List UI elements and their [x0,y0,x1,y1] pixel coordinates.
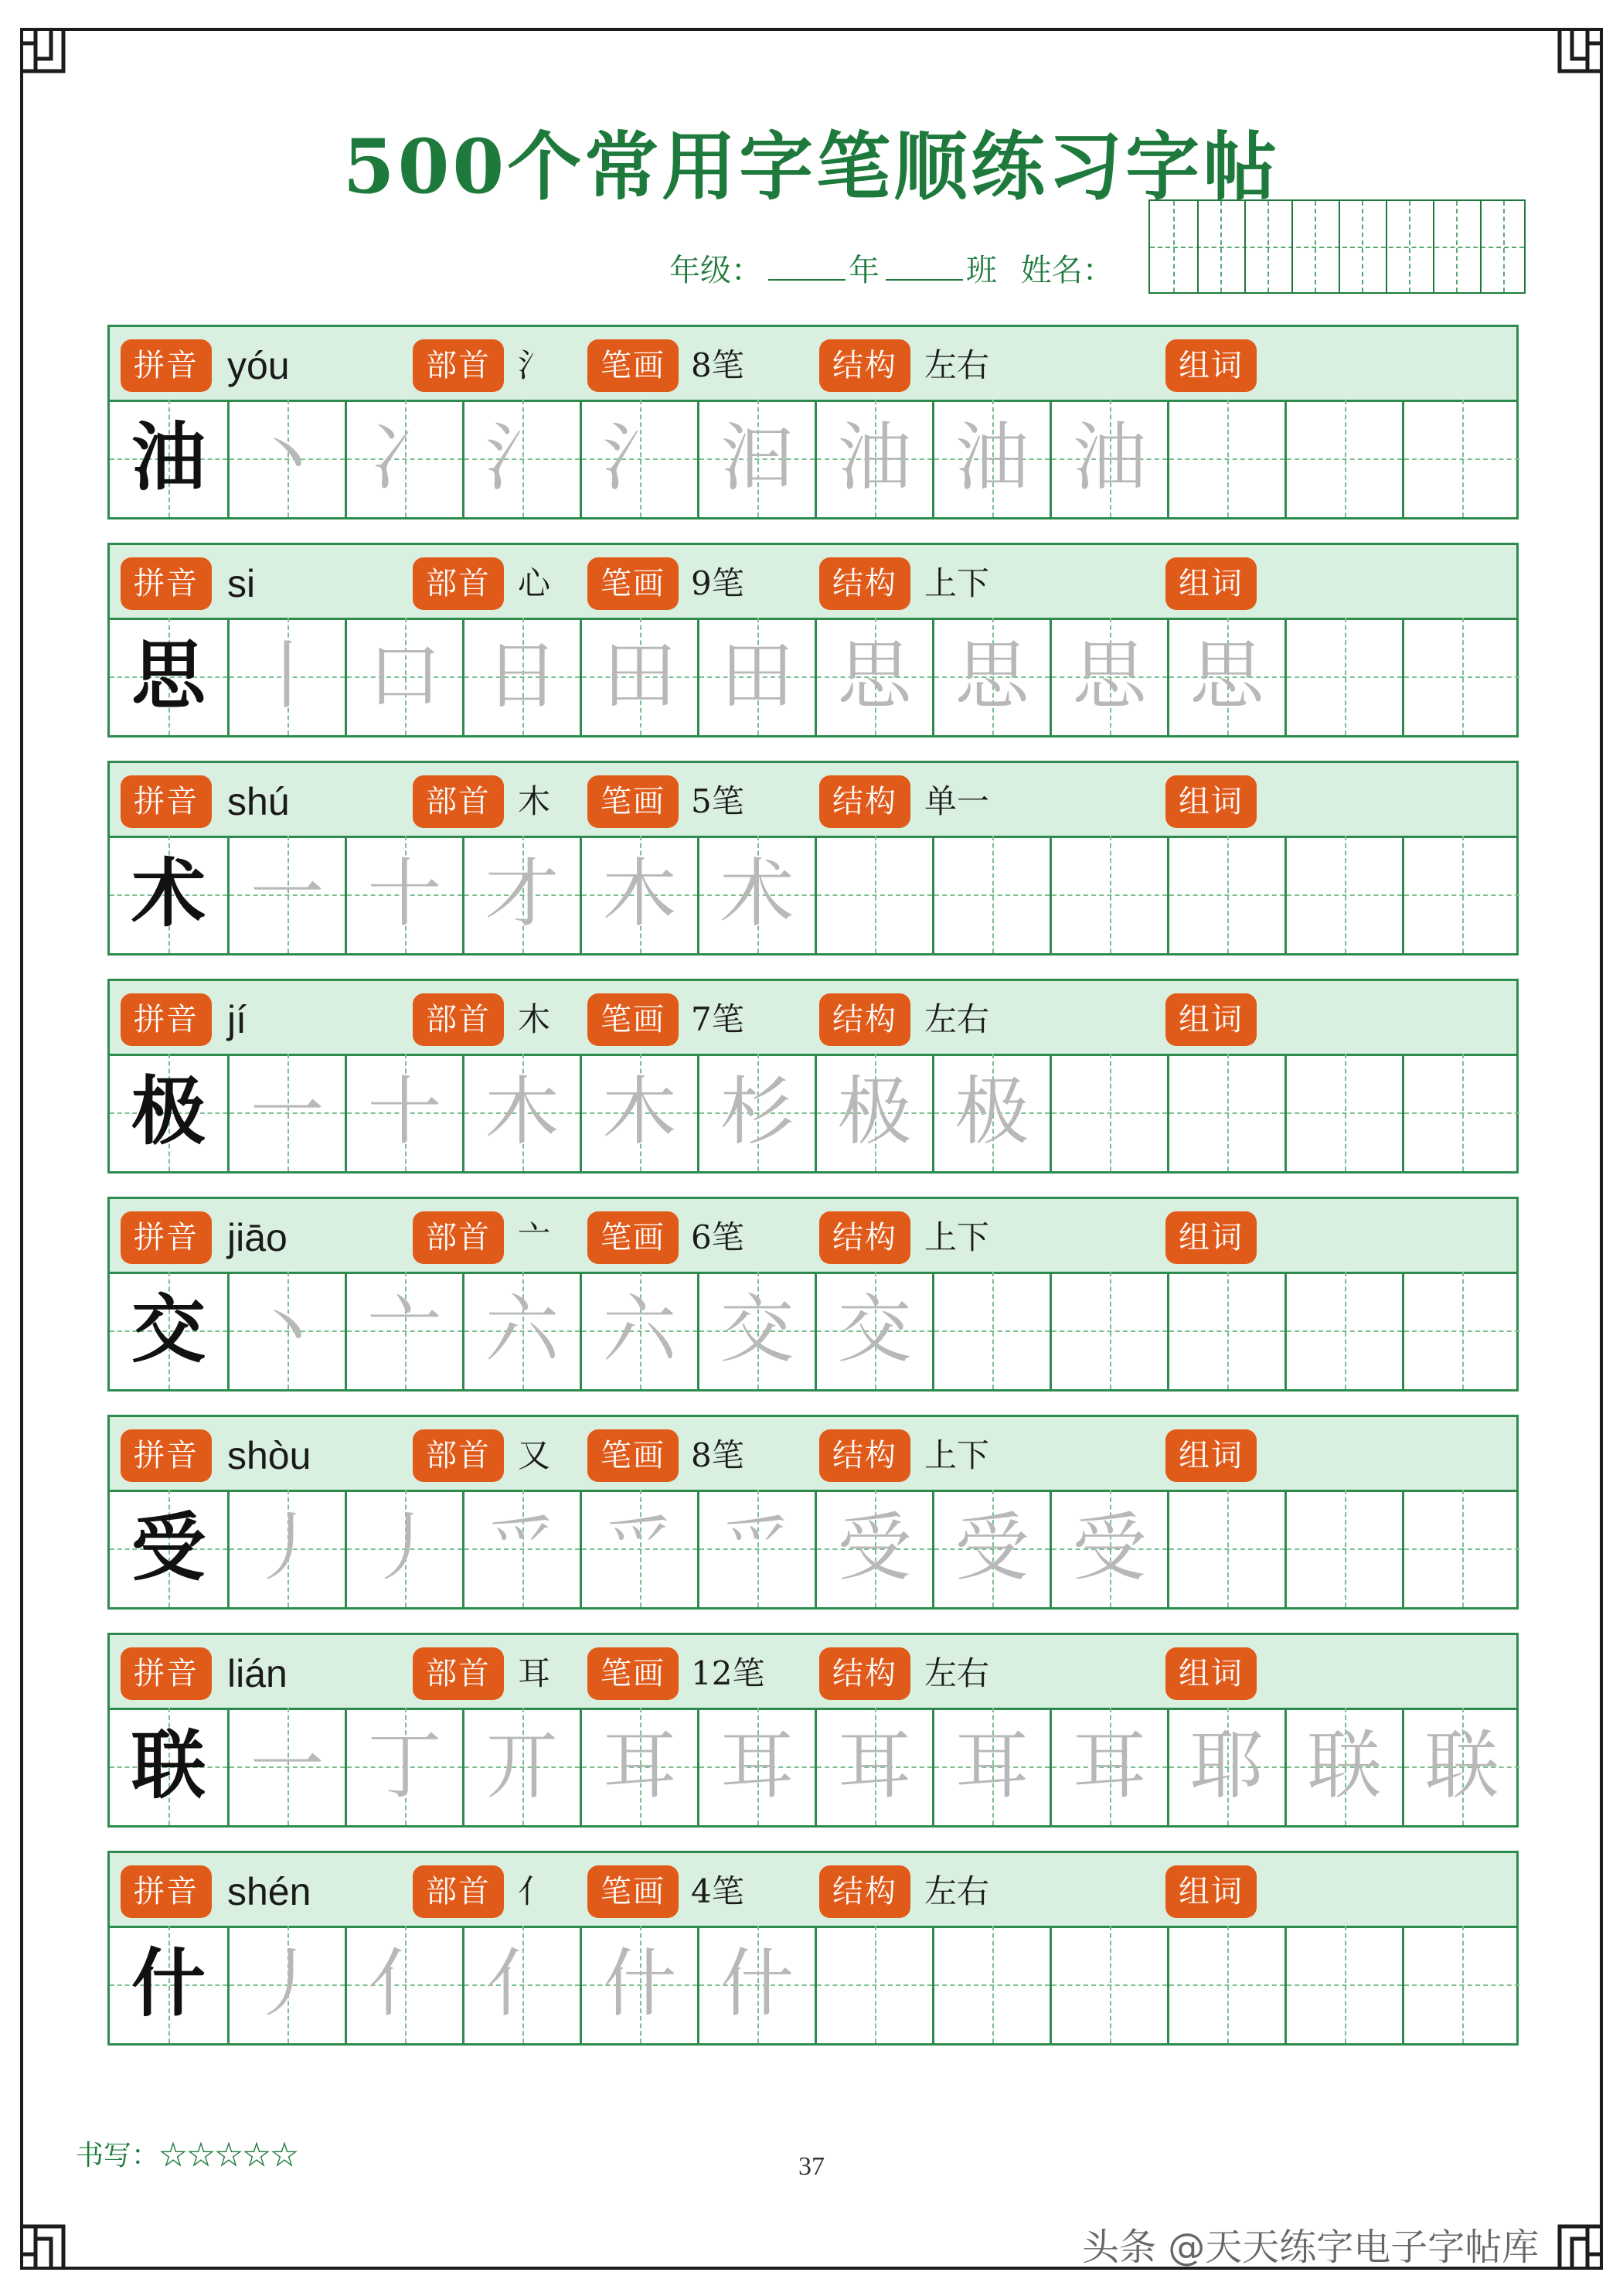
practice-cell[interactable] [1050,400,1167,517]
stroke-order-step: 丶 [250,414,325,501]
practice-cell[interactable] [932,1490,1050,1607]
stroke-order-step: 氵 [485,414,560,501]
practice-cell[interactable] [697,1708,815,1825]
practice-cell[interactable] [462,400,580,517]
stroke-order-step: 丨 [250,632,325,719]
stroke-order-step: 木 [485,1068,560,1155]
corner-ornament [20,2196,94,2270]
practice-cell[interactable] [932,400,1050,517]
practice-cell[interactable] [932,836,1050,953]
practice-cell[interactable] [345,618,462,735]
pinyin-value: shú [227,780,290,823]
stroke-order-step: 丿 [250,1504,325,1591]
words-tag: 组词 [1165,339,1257,392]
page-title: 500个常用字笔顺练习字帖 [342,123,1281,210]
practice-cell[interactable] [1050,1490,1167,1607]
radical-value: 氵 [518,346,551,384]
stroke-order-step: 汩 [720,414,794,501]
pinyin-tag: 拼音 [121,1211,212,1264]
practice-cell[interactable] [1284,1708,1402,1825]
stroke-order-step: 爫 [720,1504,794,1591]
radical-tag: 部首 [413,1865,504,1918]
pinyin-value: lián [227,1652,288,1695]
stroke-order-step: 才 [485,850,560,937]
structure-value: 单一 [924,782,990,820]
practice-cell[interactable] [1167,836,1284,953]
model-character-cell[interactable] [110,1272,227,1389]
strokes-value: 7笔 [691,1000,744,1038]
radical-tag: 部首 [413,775,504,828]
grade-blank[interactable] [768,256,846,281]
strokes-value: 5笔 [691,782,744,820]
model-character-cell[interactable] [110,1490,227,1607]
practice-cell[interactable] [697,1490,815,1607]
practice-cell[interactable] [697,618,815,735]
practice-cell[interactable] [815,1490,932,1607]
practice-cell[interactable] [345,1708,462,1825]
practice-grid [107,1926,1519,2046]
structure-value: 上下 [924,564,990,602]
radical-value: 耳 [518,1654,551,1692]
strokes-tag: 笔画 [587,775,679,828]
stroke-order-step: 冫 [367,414,442,501]
corner-ornament [1529,28,1603,102]
stroke-order-step: 丿 [250,1940,325,2027]
practice-cell[interactable] [227,1490,345,1607]
stroke-order-step: 十 [367,1068,442,1155]
structure-tag: 结构 [819,1865,910,1918]
practice-grid [107,1708,1519,1828]
model-character: 术 [131,850,206,937]
model-character: 极 [131,1068,206,1155]
structure-tag: 结构 [819,775,910,828]
practice-cell[interactable] [932,618,1050,735]
words-tag: 组词 [1165,1429,1257,1482]
practice-cell[interactable] [462,618,580,735]
practice-cell[interactable] [580,1490,697,1607]
practice-cell[interactable] [227,1708,345,1825]
practice-cell[interactable] [1167,618,1284,735]
stroke-order-step: 思 [1189,632,1264,719]
model-character-cell[interactable] [110,1926,227,2043]
stroke-order-step: 亻 [367,1940,442,2027]
model-character: 联 [131,1722,206,1809]
pinyin-value: jiāo [227,1216,288,1259]
practice-cell[interactable] [227,1054,345,1171]
practice-cell[interactable] [1284,1272,1402,1389]
pinyin-tag: 拼音 [121,993,212,1046]
practice-cell[interactable] [697,1054,815,1171]
model-character: 什 [131,1940,206,2027]
student-info [669,246,1117,290]
class-blank[interactable] [886,256,963,281]
stroke-order-step: 日 [485,632,560,719]
class-label: 班 [966,253,997,288]
radical-value: 心 [518,564,551,602]
practice-cell[interactable] [462,836,580,953]
practice-grid [107,1054,1519,1174]
character-info-bar [107,761,1519,838]
practice-cell[interactable] [227,1272,345,1389]
stroke-order-step: 丶 [250,1286,325,1373]
model-character-cell[interactable] [110,400,227,517]
words-tag: 组词 [1165,775,1257,828]
practice-cell[interactable] [1167,400,1284,517]
structure-value: 左右 [924,1654,990,1692]
practice-cell[interactable] [932,1272,1050,1389]
practice-cell[interactable] [815,1272,932,1389]
strokes-value: 6笔 [691,1218,744,1256]
stroke-order-step: 一 [250,1722,325,1809]
stroke-order-step: 一 [250,1068,325,1155]
stroke-order-step: 丿 [367,1504,442,1591]
stroke-order-step: 六 [485,1286,560,1373]
pinyin-tag: 拼音 [121,1647,212,1700]
stroke-order-step: 氵 [602,414,677,501]
stroke-order-step: 十 [367,850,442,937]
practice-cell[interactable] [697,836,815,953]
practice-cell[interactable] [1402,400,1519,517]
model-character-cell[interactable] [110,836,227,953]
radical-tag: 部首 [413,1647,504,1700]
stroke-order-step: 什 [720,1940,794,2027]
strokes-tag: 笔画 [587,1429,679,1482]
model-character-cell[interactable] [110,1708,227,1825]
structure-tag: 结构 [819,1429,910,1482]
radical-tag: 部首 [413,1211,504,1264]
words-tag: 组词 [1165,993,1257,1046]
stroke-order-step: 交 [720,1286,794,1373]
structure-tag: 结构 [819,339,910,392]
practice-cell[interactable] [580,618,697,735]
practice-cell[interactable] [1402,1490,1519,1607]
stroke-order-step: 思 [1072,632,1147,719]
stroke-order-step: 耳 [837,1722,912,1809]
strokes-value: 8笔 [691,346,744,384]
stroke-order-step: 亻 [485,1940,560,2027]
practice-cell[interactable] [345,1490,462,1607]
pinyin-value: si [227,562,256,605]
strokes-tag: 笔画 [587,1647,679,1700]
writing-rating: 书写：☆☆☆☆☆ [76,2140,299,2172]
practice-cell[interactable] [1167,1272,1284,1389]
practice-cell[interactable] [1050,1272,1167,1389]
radical-value: 亻 [518,1872,551,1910]
stroke-order-step: 丁 [367,1722,442,1809]
practice-cell[interactable] [932,1926,1050,2043]
strokes-tag: 笔画 [587,1211,679,1264]
practice-cell[interactable] [227,618,345,735]
year-label: 年 [849,253,880,288]
stroke-order-step: 田 [720,632,794,719]
stroke-order-step: 极 [837,1068,912,1155]
words-tag: 组词 [1165,557,1257,610]
page-number: 37 [798,2152,825,2181]
stroke-order-step: 木 [602,1068,677,1155]
practice-cell[interactable] [1284,1926,1402,2043]
practice-cell[interactable] [345,1054,462,1171]
stroke-order-step: 丌 [485,1722,560,1809]
stroke-order-step: 极 [954,1068,1029,1155]
model-character-cell[interactable] [110,618,227,735]
stroke-order-step: 田 [602,632,677,719]
model-character: 思 [131,632,206,719]
practice-cell[interactable] [1050,618,1167,735]
practice-cell[interactable] [1402,1708,1519,1825]
stroke-order-step: 亠 [367,1286,442,1373]
practice-cell[interactable] [345,1926,462,2043]
radical-value: 木 [518,1000,551,1038]
practice-cell[interactable] [1050,1054,1167,1171]
structure-value: 左右 [924,1000,990,1038]
practice-cell[interactable] [1167,1054,1284,1171]
practice-cell[interactable] [1402,1272,1519,1389]
character-info-bar [107,543,1519,620]
practice-cell[interactable] [697,400,815,517]
pinyin-tag: 拼音 [121,339,212,392]
practice-cell[interactable] [697,1272,815,1389]
stroke-order-step: 一 [250,850,325,937]
practice-cell[interactable] [1167,1708,1284,1825]
character-info-bar [107,1633,1519,1710]
stroke-order-step: 受 [954,1504,1029,1591]
pinyin-tag: 拼音 [121,1865,212,1918]
practice-cell[interactable] [1284,618,1402,735]
practice-cell[interactable] [580,1926,697,2043]
radical-tag: 部首 [413,339,504,392]
practice-cell[interactable] [345,1272,462,1389]
corner-ornament [1529,2196,1603,2270]
radical-tag: 部首 [413,1429,504,1482]
name-label: 姓名： [1020,253,1114,288]
stroke-order-step: 油 [837,414,912,501]
stroke-order-step: 思 [837,632,912,719]
practice-cell[interactable] [1402,1054,1519,1171]
stroke-order-step: 耶 [1189,1722,1264,1809]
practice-grid [107,836,1519,956]
practice-grid [107,400,1519,519]
stroke-order-step: 爫 [485,1504,560,1591]
practice-cell[interactable] [1402,1926,1519,2043]
strokes-tag: 笔画 [587,1865,679,1918]
practice-cell[interactable] [932,1054,1050,1171]
practice-cell[interactable] [815,1926,932,2043]
practice-cell[interactable] [1050,1926,1167,2043]
practice-cell[interactable] [345,400,462,517]
stroke-order-step: 耳 [602,1722,677,1809]
practice-cell[interactable] [462,1272,580,1389]
stroke-order-step: 油 [1072,414,1147,501]
stroke-order-step: 耳 [1072,1722,1147,1809]
practice-cell[interactable] [580,400,697,517]
model-character: 受 [131,1504,206,1591]
practice-cell[interactable] [1402,618,1519,735]
practice-cell[interactable] [1284,836,1402,953]
practice-grid [107,1272,1519,1392]
stroke-order-step: 杉 [720,1068,794,1155]
stroke-order-step: 耳 [720,1722,794,1809]
practice-cell[interactable] [1402,836,1519,953]
radical-value: 亠 [518,1218,551,1256]
stroke-order-step: 木 [602,850,677,937]
radical-tag: 部首 [413,557,504,610]
practice-cell[interactable] [815,836,932,953]
model-character: 油 [131,414,206,501]
practice-cell[interactable] [815,1708,932,1825]
pinyin-value: shòu [227,1434,311,1477]
strokes-tag: 笔画 [587,557,679,610]
stroke-order-step: 什 [602,1940,677,2027]
strokes-value: 4笔 [691,1872,744,1910]
radical-tag: 部首 [413,993,504,1046]
model-character-cell[interactable] [110,1054,227,1171]
practice-cell[interactable] [462,1490,580,1607]
practice-grid [107,1490,1519,1610]
stroke-order-step: 油 [954,414,1029,501]
practice-cell[interactable] [462,1054,580,1171]
name-writing-box[interactable] [1148,199,1526,294]
character-info-bar [107,1197,1519,1274]
practice-cell[interactable] [227,1926,345,2043]
pinyin-value: shén [227,1870,311,1913]
practice-cell[interactable] [1167,1490,1284,1607]
structure-value: 上下 [924,1436,990,1474]
strokes-value: 8笔 [691,1436,744,1474]
practice-cell[interactable] [1050,836,1167,953]
pinyin-tag: 拼音 [121,775,212,828]
practice-cell[interactable] [815,1054,932,1171]
practice-cell[interactable] [1284,1490,1402,1607]
structure-value: 左右 [924,346,990,384]
practice-cell[interactable] [227,836,345,953]
practice-cell[interactable] [697,1926,815,2043]
model-character: 交 [131,1286,206,1373]
stroke-order-step: 六 [602,1286,677,1373]
practice-cell[interactable] [1050,1708,1167,1825]
stroke-order-step: 联 [1424,1722,1499,1809]
stroke-order-step: 耳 [954,1722,1029,1809]
character-info-bar [107,325,1519,402]
pinyin-value: yóu [227,344,290,387]
stroke-order-step: 受 [1072,1504,1147,1591]
strokes-tag: 笔画 [587,339,679,392]
practice-cell[interactable] [580,1272,697,1389]
watermark: 头条 @天天练字电子字帖库 [1082,2226,1540,2269]
practice-cell[interactable] [815,400,932,517]
practice-cell[interactable] [815,618,932,735]
structure-value: 上下 [924,1218,990,1256]
radical-value: 又 [518,1436,551,1474]
practice-cell[interactable] [1284,1054,1402,1171]
pinyin-tag: 拼音 [121,1429,212,1482]
stroke-order-step: 思 [954,632,1029,719]
strokes-value: 9笔 [691,564,744,602]
structure-value: 左右 [924,1872,990,1910]
stroke-order-step: 交 [837,1286,912,1373]
practice-cell[interactable] [580,1708,697,1825]
practice-cell[interactable] [462,1708,580,1825]
practice-grid [107,618,1519,738]
practice-cell[interactable] [932,1708,1050,1825]
corner-ornament [20,28,94,102]
stroke-order-step: 联 [1307,1722,1382,1809]
stroke-order-step: 术 [720,850,794,937]
structure-tag: 结构 [819,1211,910,1264]
words-tag: 组词 [1165,1647,1257,1700]
structure-tag: 结构 [819,557,910,610]
character-info-bar [107,1415,1519,1492]
strokes-tag: 笔画 [587,993,679,1046]
practice-cell[interactable] [1167,1926,1284,2043]
practice-cell[interactable] [580,836,697,953]
words-tag: 组词 [1165,1865,1257,1918]
stroke-order-step: 爫 [602,1504,677,1591]
structure-tag: 结构 [819,1647,910,1700]
practice-cell[interactable] [345,836,462,953]
words-tag: 组词 [1165,1211,1257,1264]
practice-cell[interactable] [227,400,345,517]
practice-cell[interactable] [462,1926,580,2043]
pinyin-value: jí [227,998,247,1041]
stroke-order-step: 口 [367,632,442,719]
character-info-bar [107,979,1519,1056]
practice-cell[interactable] [580,1054,697,1171]
stroke-order-step: 受 [837,1504,912,1591]
structure-tag: 结构 [819,993,910,1046]
practice-cell[interactable] [1284,400,1402,517]
strokes-value: 12笔 [691,1654,765,1692]
grade-label: 年级： [669,253,762,288]
character-info-bar [107,1851,1519,1928]
pinyin-tag: 拼音 [121,557,212,610]
radical-value: 木 [518,782,551,820]
